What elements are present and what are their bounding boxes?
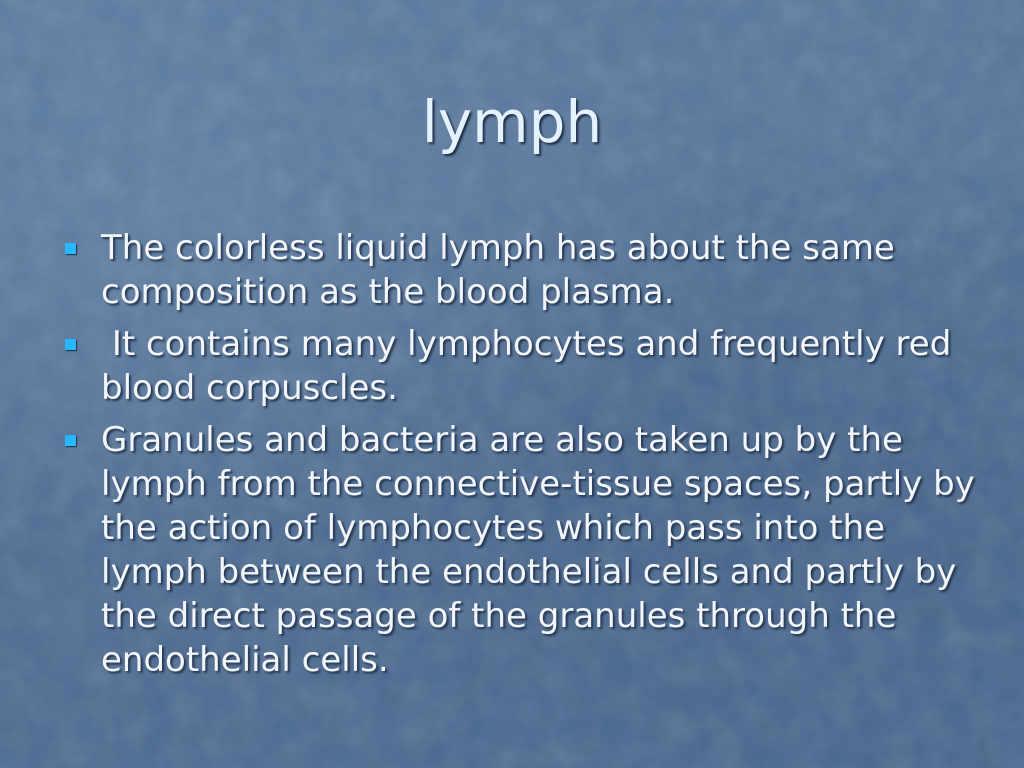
- bullet-item: [58, 226, 978, 314]
- bullet-item: [58, 418, 986, 682]
- square-bullet-icon: [65, 243, 76, 254]
- bullet-list: [58, 226, 986, 690]
- square-bullet-icon: [65, 339, 76, 350]
- square-bullet-icon: [65, 435, 76, 446]
- bullet-text: The colorless liquid lymph has about the same composition as the blood plasma.: [101, 228, 906, 312]
- bullet-item: [58, 322, 978, 410]
- slide-title: lymph: [421, 88, 603, 156]
- bullet-text: It contains many lymphocytes and frequently red blood corpuscles.: [101, 324, 963, 408]
- bullet-text: Granules and bacteria are also taken up by the lymph from the connective-tissue spaces, partly by the action of lymphocytes which pass into the lymph between the endothelial cells and partly by the direct passage of the granules through the endothelial cells.: [101, 420, 986, 680]
